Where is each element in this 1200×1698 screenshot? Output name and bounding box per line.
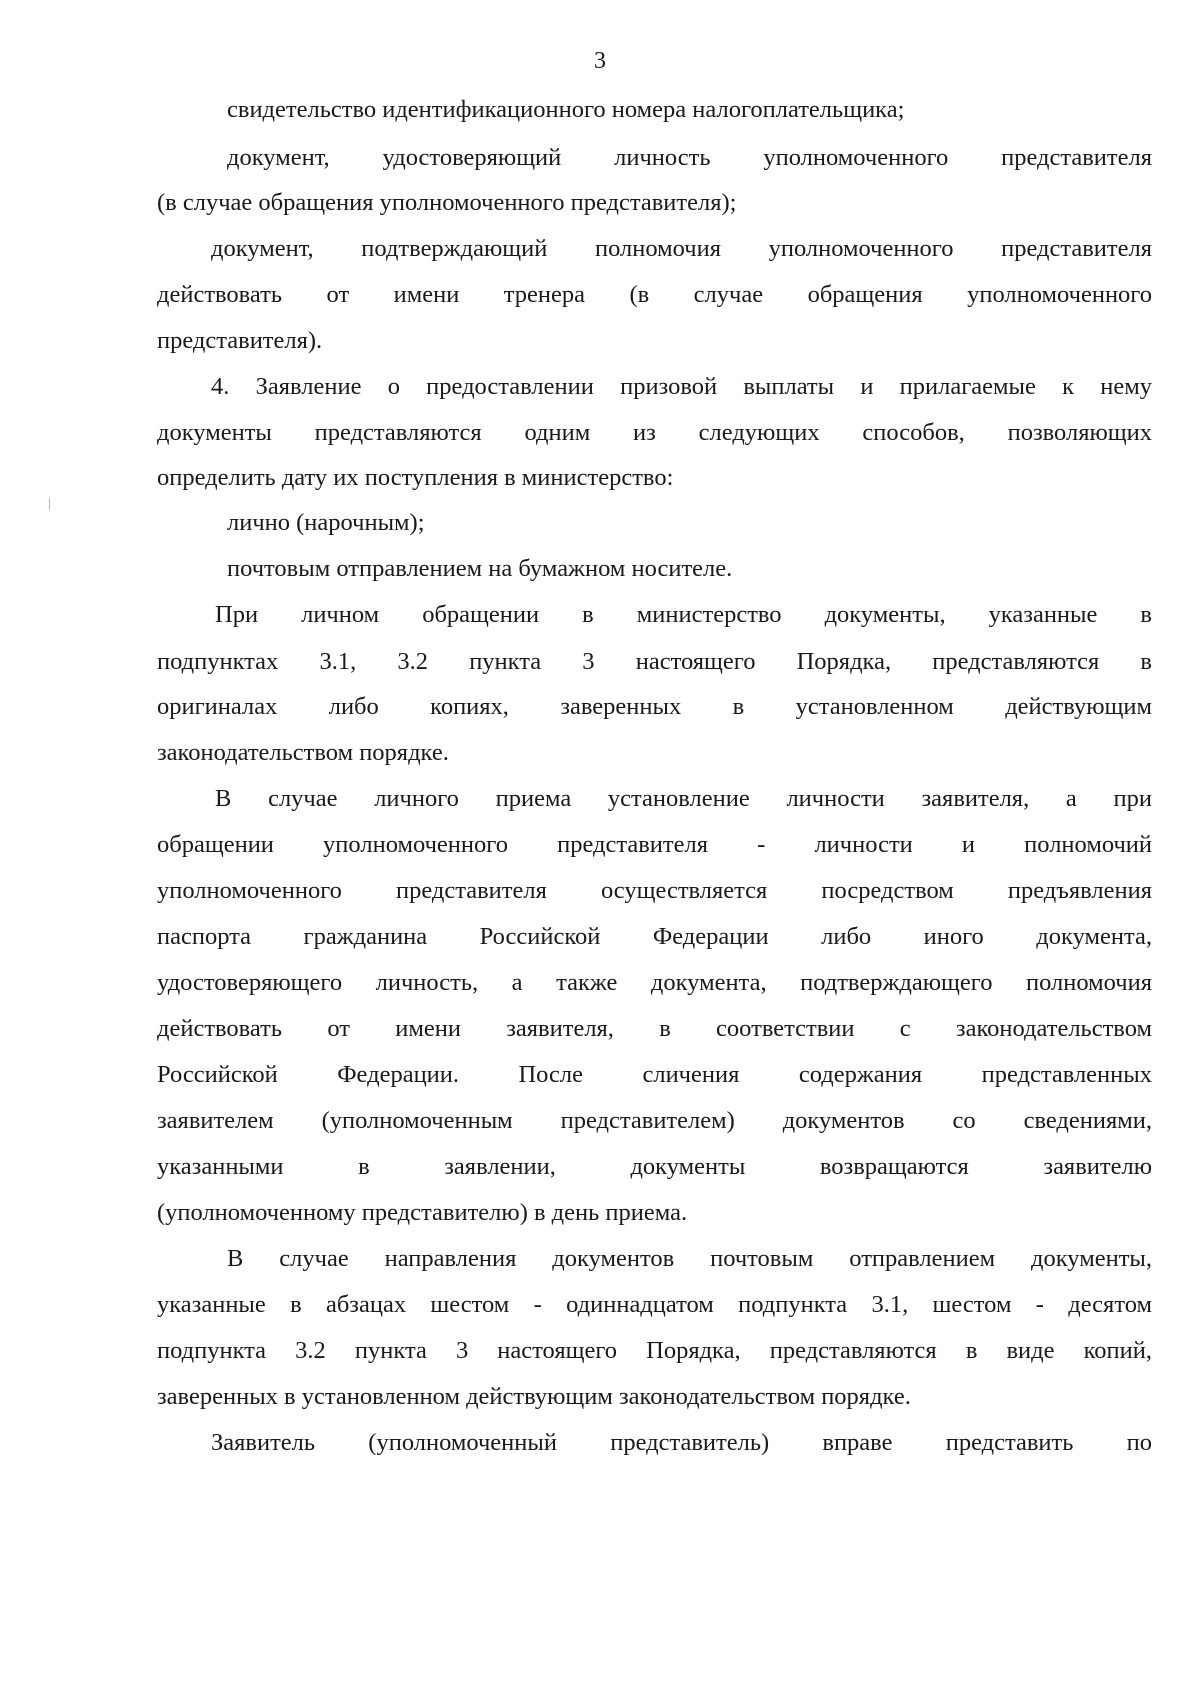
text-line: документ, удостоверяющий личность уполномоченного представителя (227, 144, 1152, 171)
text-line: документ, подтверждающий полномочия уполномоченного представителя (211, 235, 1152, 262)
text-line: 4. Заявление о предоставлении призовой выплаты и прилагаемые к нему (211, 373, 1152, 400)
text-line: документы представляются одним из следующих способов, позволяющих (157, 419, 1152, 446)
text-line: (в случае обращения уполномоченного представителя); (157, 189, 737, 216)
text-line: действовать от имени заявителя, в соответствии с законодательством (157, 1015, 1152, 1042)
text-line: При личном обращении в министерство документы, указанные в (215, 601, 1152, 628)
page-number: 3 (594, 48, 606, 74)
text-line: заверенных в установленном действующим законодательством порядке. (157, 1383, 911, 1410)
text-line: В случае личного приема установление личности заявителя, а при (215, 785, 1152, 812)
margin-mark (49, 498, 50, 510)
text-line: подпунктах 3.1, 3.2 пункта 3 настоящего Порядка, представляются в (157, 648, 1152, 675)
text-line: указанными в заявлении, документы возвращаются заявителю (157, 1153, 1152, 1180)
text-line: (уполномоченному представителю) в день приема. (157, 1199, 688, 1226)
text-line: действовать от имени тренера (в случае обращения уполномоченного (157, 281, 1152, 308)
text-line: Российской Федерации. После сличения содержания представленных (157, 1061, 1152, 1088)
text-line: уполномоченного представителя осуществляется посредством предъявления (157, 877, 1152, 904)
text-line: законодательством порядке. (157, 739, 449, 766)
text-line: свидетельство идентификационного номера налогоплательщика; (227, 96, 905, 123)
text-line: Заявитель (уполномоченный представитель) вправе представить по (211, 1429, 1152, 1456)
text-line: представителя). (157, 327, 323, 354)
text-line: обращении уполномоченного представителя - личности и полномочий (157, 831, 1152, 858)
text-line: подпункта 3.2 пункта 3 настоящего Порядка, представляются в виде копий, (157, 1337, 1152, 1364)
text-line: паспорта гражданина Российской Федерации либо иного документа, (157, 923, 1152, 950)
text-line: В случае направления документов почтовым отправлением документы, (227, 1245, 1152, 1272)
text-line: указанные в абзацах шестом - одиннадцатом подпункта 3.1, шестом - десятом (157, 1291, 1152, 1318)
text-line: определить дату их поступления в министерство: (157, 464, 674, 491)
text-line: оригиналах либо копиях, заверенных в установленном действующим (157, 693, 1152, 720)
text-line: лично (нарочным); (227, 509, 425, 536)
text-line: удостоверяющего личность, а также документа, подтверждающего полномочия (157, 969, 1152, 996)
text-line: почтовым отправлением на бумажном носителе. (227, 555, 733, 582)
text-line: заявителем (уполномоченным представителем) документов со сведениями, (157, 1107, 1152, 1134)
